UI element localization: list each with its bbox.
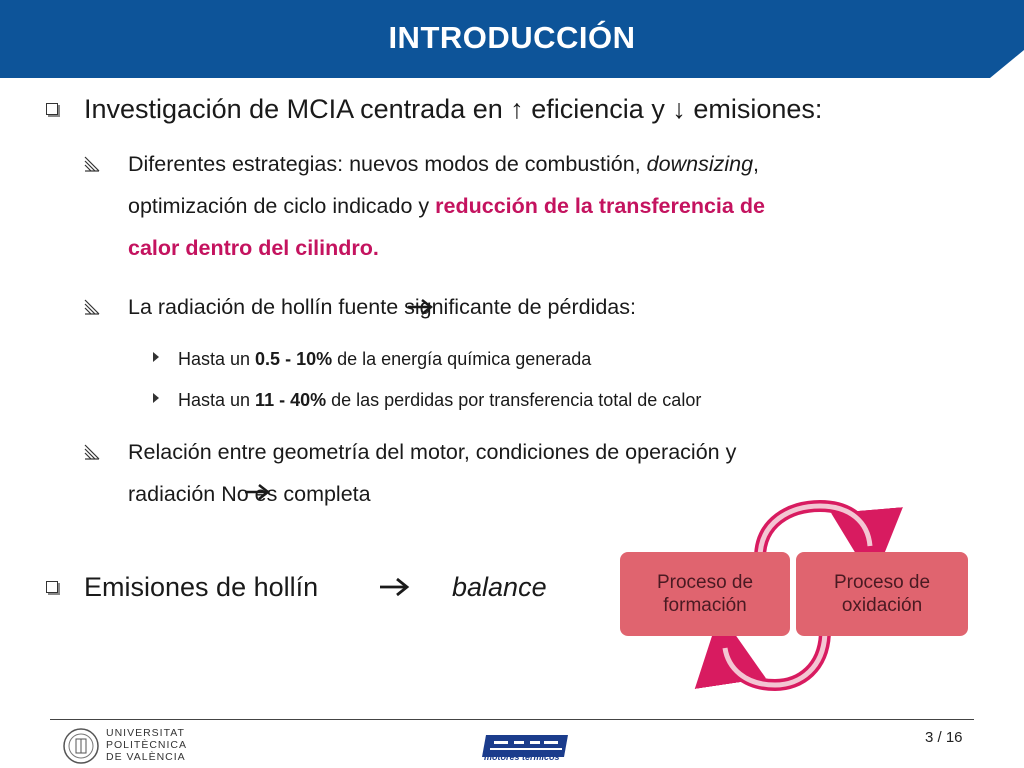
text: Hasta un bbox=[178, 349, 256, 369]
text: Hasta un bbox=[178, 390, 256, 410]
sub-bullet-radiation bbox=[128, 286, 1008, 328]
bullet-text bbox=[84, 570, 318, 604]
page-number: 3 / 16 bbox=[925, 729, 963, 746]
text: de las perdidas por transferencia total de calor bbox=[326, 390, 702, 410]
university-line: POLITÈCNICA bbox=[106, 739, 188, 751]
square-bullet-icon bbox=[46, 103, 58, 115]
page-title: INTRODUCCIÓN bbox=[388, 20, 636, 55]
text-italic: downsizing bbox=[646, 152, 754, 176]
university-line: UNIVERSITAT bbox=[106, 727, 185, 739]
bullet-text: Investigación de MCIA centrada en ↑ eficiencia y ↓ emisiones: bbox=[84, 94, 823, 124]
text: optimización de ciclo indicado y bbox=[128, 194, 436, 218]
sub-sub-bullet-energy bbox=[178, 347, 591, 371]
balance-word bbox=[452, 570, 547, 604]
triangle-bullet-icon bbox=[153, 393, 159, 403]
cycle-diagram bbox=[600, 500, 1000, 700]
square-bullet-icon bbox=[46, 581, 58, 593]
text: La radiación de hollín fuente significante de pérdidas: bbox=[128, 295, 636, 319]
highlight-text: calor dentro del cilindro. bbox=[128, 236, 379, 260]
formation-label: Proceso de formación bbox=[656, 572, 754, 616]
right-arrow-icon bbox=[378, 576, 412, 598]
text: radiación No es completa bbox=[128, 482, 371, 506]
text-bold: 0.5 - 10% bbox=[255, 349, 333, 369]
sub-bullet-strategies bbox=[128, 143, 1008, 269]
triangle-bullet-icon bbox=[153, 352, 159, 362]
oxidation-box bbox=[796, 552, 968, 636]
text: , bbox=[753, 152, 760, 176]
diagonal-hatch-bullet-icon bbox=[84, 299, 100, 315]
footer-divider bbox=[50, 719, 974, 720]
oxidation-label: Proceso de oxidación bbox=[833, 572, 931, 616]
sub-sub-bullet-losses bbox=[178, 388, 701, 412]
highlight-text: reducción de la transferencia de bbox=[435, 194, 765, 218]
formation-box bbox=[620, 552, 790, 636]
diagonal-hatch-bullet-icon bbox=[84, 444, 100, 460]
university-seal-icon bbox=[62, 727, 100, 765]
title-bar bbox=[0, 0, 1024, 78]
right-arrow-icon bbox=[406, 297, 436, 317]
text: de la energía química generada bbox=[332, 349, 592, 369]
text: Diferentes estrategias: nuevos modos de combustión, bbox=[128, 152, 647, 176]
university-line: DE VALÈNCIA bbox=[106, 751, 186, 763]
text-bold: 11 - 40% bbox=[255, 390, 327, 410]
text: Emisiones de hollín bbox=[84, 572, 319, 602]
text: Relación entre geometría del motor, condiciones de operación y bbox=[128, 440, 737, 464]
cmt-subtitle: motores térmicos bbox=[484, 752, 560, 762]
text-italic: balance bbox=[452, 572, 547, 602]
diagonal-hatch-bullet-icon bbox=[84, 156, 100, 172]
university-name bbox=[106, 727, 187, 763]
right-arrow-icon bbox=[243, 482, 273, 502]
